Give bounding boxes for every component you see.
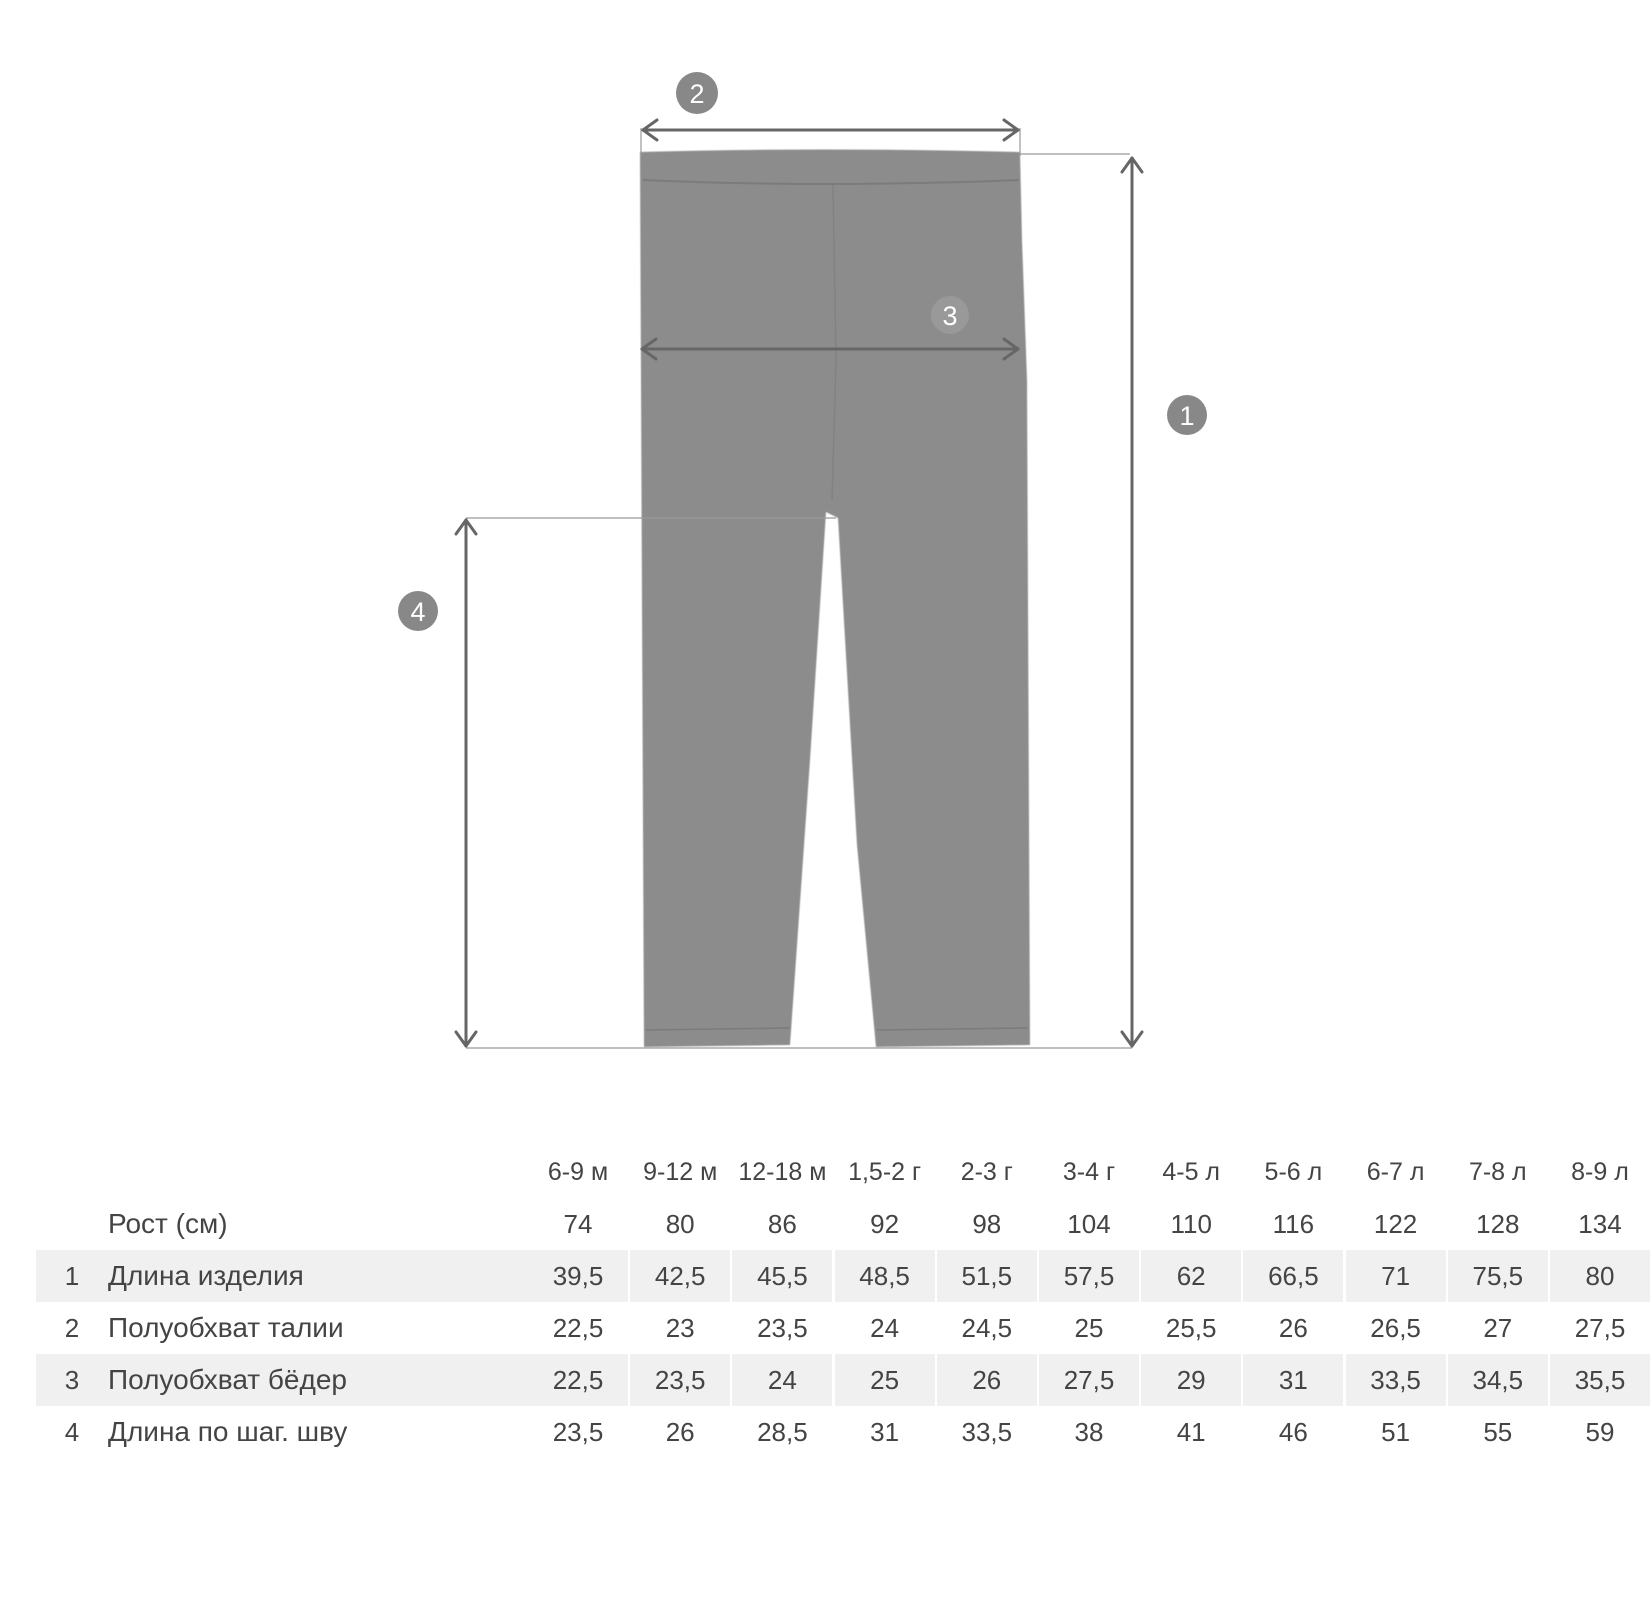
length-arrow — [1122, 158, 1142, 1046]
table-cell: 25 — [835, 1354, 935, 1406]
table-cell: 25 — [1074, 1313, 1104, 1343]
row-number: 1 — [64, 1261, 80, 1291]
table-cell: 24,5 — [961, 1313, 1013, 1343]
table-cell: 27,5 — [1039, 1354, 1139, 1406]
row-lead — [36, 1406, 528, 1458]
table-cell: 57,5 — [1039, 1250, 1139, 1302]
table-cell: 26 — [1278, 1313, 1308, 1343]
table-cell: 33,5 — [1346, 1354, 1446, 1406]
size-header-cell: 3-4 г — [1062, 1158, 1116, 1186]
size-header-cell: 1,5-2 г — [848, 1158, 922, 1186]
size-header-cell: 6-7 л — [1366, 1158, 1425, 1186]
height-row-lead — [36, 1198, 528, 1250]
table-cell: 24 — [732, 1354, 832, 1406]
size-header-cell: 12-18 м — [738, 1158, 827, 1186]
row-label: Полуобхват талии — [108, 1312, 344, 1343]
height-cell: 116 — [1272, 1209, 1315, 1239]
waist-arrow — [643, 120, 1018, 140]
table-cell: 28,5 — [757, 1417, 808, 1447]
height-cell: 92 — [870, 1209, 900, 1239]
table-cell: 23,5 — [630, 1354, 730, 1406]
table-cell: 27,5 — [1574, 1313, 1626, 1343]
table-cell: 26,5 — [1370, 1313, 1421, 1343]
height-cell: 86 — [767, 1209, 797, 1239]
table-cell: 31 — [870, 1417, 900, 1447]
height-cell: 74 — [563, 1209, 593, 1239]
height-cell: 98 — [972, 1209, 1002, 1239]
table-cell: 27 — [1483, 1313, 1513, 1343]
table-row — [36, 1406, 1615, 1458]
row-label: Длина изделия — [108, 1260, 304, 1291]
table-row — [36, 1302, 1626, 1354]
table-row — [36, 1354, 1626, 1406]
table-cell: 25,5 — [1165, 1313, 1217, 1343]
size-header-cell: 5-6 л — [1264, 1158, 1323, 1186]
table-cell: 45,5 — [732, 1250, 832, 1302]
table-cell: 31 — [1243, 1354, 1343, 1406]
row-number: 3 — [64, 1365, 80, 1395]
height-label: Рост (см) — [108, 1208, 228, 1239]
table-cell: 39,5 — [528, 1250, 628, 1302]
table-cell: 59 — [1585, 1417, 1615, 1447]
table-cell: 26 — [665, 1417, 695, 1447]
table-cell: 23,5 — [552, 1417, 604, 1447]
height-row — [36, 1198, 1622, 1250]
size-header-row — [36, 1146, 1629, 1198]
svg-text:4: 4 — [410, 597, 426, 627]
table-cell: 46 — [1278, 1417, 1308, 1447]
table-cell: 42,5 — [630, 1250, 730, 1302]
table-cell: 38 — [1074, 1417, 1104, 1447]
height-cell: 80 — [665, 1209, 695, 1239]
size-header-cell: 9-12 м — [643, 1158, 718, 1186]
table-cell: 34,5 — [1448, 1354, 1548, 1406]
row-lead — [36, 1250, 528, 1302]
height-cell: 110 — [1170, 1209, 1212, 1239]
table-cell: 29 — [1141, 1354, 1241, 1406]
row-lead — [36, 1302, 528, 1354]
size-table — [36, 1146, 1629, 1458]
table-cell: 22,5 — [528, 1354, 628, 1406]
inseam-arrow — [456, 520, 476, 1046]
table-cell: 33,5 — [961, 1417, 1013, 1447]
row-label: Длина по шаг. шву — [108, 1416, 348, 1447]
table-cell: 71 — [1346, 1250, 1446, 1302]
svg-text:2: 2 — [689, 79, 705, 109]
table-cell: 62 — [1141, 1250, 1241, 1302]
row-number: 4 — [64, 1417, 80, 1447]
table-cell: 66,5 — [1243, 1250, 1343, 1302]
table-cell: 51 — [1381, 1417, 1411, 1447]
table-cell: 26 — [937, 1354, 1037, 1406]
svg-text:1: 1 — [1179, 401, 1195, 431]
table-cell: 23,5 — [757, 1313, 808, 1343]
table-cell: 22,5 — [552, 1313, 604, 1343]
badge-2 — [676, 72, 718, 114]
height-cell: 134 — [1578, 1209, 1622, 1239]
table-cell: 80 — [1550, 1250, 1650, 1302]
row-lead — [36, 1354, 528, 1406]
height-cell: 128 — [1476, 1209, 1520, 1239]
badge-4 — [398, 591, 438, 631]
table-cell: 55 — [1483, 1417, 1513, 1447]
size-header-cell: 8-9 л — [1571, 1158, 1629, 1186]
table-cell: 48,5 — [835, 1250, 935, 1302]
table-cell: 35,5 — [1550, 1354, 1650, 1406]
row-label: Полуобхват бёдер — [108, 1364, 347, 1395]
size-header-cell: 4-5 л — [1162, 1158, 1221, 1186]
height-cell: 122 — [1373, 1209, 1418, 1239]
table-cell: 51,5 — [937, 1250, 1037, 1302]
pants-illustration — [640, 150, 1030, 1048]
table-cell: 41 — [1176, 1417, 1206, 1447]
table-cell: 24 — [870, 1313, 900, 1343]
height-cell: 104 — [1067, 1209, 1111, 1239]
size-header-cell: 2-3 г — [960, 1158, 1013, 1186]
badge-3 — [931, 296, 969, 334]
badge-1 — [1167, 395, 1207, 435]
table-cell: 23 — [665, 1313, 695, 1343]
size-header-cell: 7-8 л — [1468, 1158, 1527, 1186]
table-cell: 75,5 — [1448, 1250, 1548, 1302]
row-number: 2 — [64, 1313, 80, 1343]
svg-text:3: 3 — [942, 301, 958, 331]
size-header-cell: 6-9 м — [547, 1158, 609, 1186]
table-row — [36, 1250, 1615, 1302]
